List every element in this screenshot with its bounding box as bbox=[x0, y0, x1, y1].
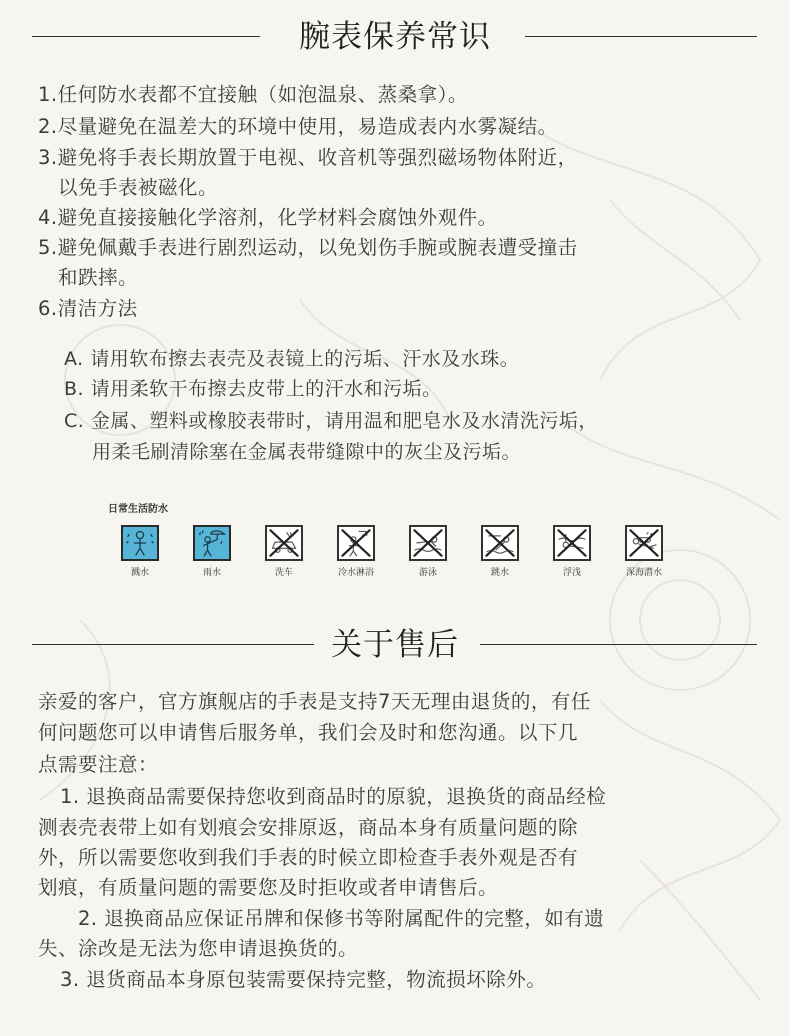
care-title: 腕表保养常识 bbox=[299, 19, 491, 55]
scuba-icon bbox=[625, 525, 663, 561]
waterproof-item-splash bbox=[110, 525, 170, 578]
waterproof-label: 深海潜水 bbox=[625, 568, 662, 578]
aftersales-line: 点需要注意： bbox=[38, 753, 159, 776]
waterproof-label: 溅水 bbox=[130, 568, 149, 578]
heading-rule-right bbox=[480, 644, 757, 645]
cleaning-line: C. 金属、塑料或橡胶表带时，请用温和肥皂水及水清洗污垢， bbox=[64, 410, 598, 432]
waterproof-item-diving bbox=[470, 525, 530, 578]
waterproof-caption: 日常生活防水 bbox=[108, 504, 168, 515]
car-wash-icon bbox=[265, 525, 303, 561]
care-line: 5.避免佩戴手表进行剧烈运动，以免划伤手腕或腕表遭受撞击 bbox=[38, 236, 578, 259]
shower-icon bbox=[337, 525, 375, 561]
aftersales-title: 关于售后 bbox=[331, 627, 459, 663]
waterproof-item-swimming bbox=[398, 525, 458, 578]
waterproof-item-car-wash bbox=[254, 525, 314, 578]
care-line: 4.避免直接接触化学溶剂，化学材料会腐蚀外观件。 bbox=[38, 206, 498, 229]
care-line: 和跌摔。 bbox=[58, 266, 139, 289]
waterproof-label: 跳水 bbox=[490, 568, 509, 578]
aftersales-line: 3. 退货商品本身原包装需要保持完整，物流损坏除外。 bbox=[60, 968, 547, 991]
swimming-icon bbox=[409, 525, 447, 561]
waterproof-label: 浮浅 bbox=[562, 568, 581, 578]
heading-rule-right bbox=[525, 36, 757, 37]
waterproof-item-shower bbox=[326, 525, 386, 578]
waterproof-label: 游泳 bbox=[418, 568, 437, 578]
snorkeling-icon bbox=[553, 525, 591, 561]
waterproof-icon-row bbox=[110, 525, 690, 587]
aftersales-line: 1. 退换商品需要保持您收到商品时的原貌，退换货的商品经检 bbox=[60, 785, 607, 808]
care-heading bbox=[0, 12, 790, 62]
care-line: 2.尽量避免在温差大的环境中使用，易造成表内水雾凝结。 bbox=[38, 115, 558, 138]
care-line: 1.任何防水表都不宜接触（如泡温泉、蒸桑拿）。 bbox=[38, 83, 468, 106]
aftersales-line: 划痕，有质量问题的需要您及时拒收或者申请售后。 bbox=[38, 876, 499, 899]
waterproof-item-scuba bbox=[614, 525, 674, 578]
care-line: 3.避免将手表长期放置于电视、收音机等强烈磁场物体附近， bbox=[38, 146, 578, 169]
splash-icon bbox=[121, 525, 159, 561]
waterproof-label: 冷水淋浴 bbox=[337, 568, 374, 578]
rain-icon bbox=[193, 525, 231, 561]
aftersales-line: 测表壳表带上如有划痕会安排原返，商品本身有质量问题的除 bbox=[38, 816, 579, 839]
aftersales-line: 亲爱的客户，官方旗舰店的手表是支持7天无理由退货的，有任 bbox=[38, 690, 591, 713]
cleaning-line: A. 请用软布擦去表壳及表镜上的污垢、汗水及水珠。 bbox=[64, 348, 520, 370]
care-line: 以免手表被磁化。 bbox=[58, 176, 219, 199]
waterproof-item-snorkeling bbox=[542, 525, 602, 578]
cleaning-line: 用柔毛刷清除塞在金属表带缝隙中的灰尘及污垢。 bbox=[92, 441, 522, 463]
care-line: 6.清洁方法 bbox=[38, 297, 138, 320]
aftersales-line: 失、涂改是无法为您申请退换货的。 bbox=[38, 937, 359, 960]
aftersales-line: 何问题您可以申请售后服务单，我们会及时和您沟通。以下几 bbox=[38, 721, 579, 744]
waterproof-label: 雨水 bbox=[202, 568, 221, 578]
aftersales-heading bbox=[0, 620, 790, 670]
cleaning-line: B. 请用柔软干布擦去皮带上的汗水和污垢。 bbox=[64, 378, 442, 400]
waterproof-label: 洗车 bbox=[274, 568, 293, 578]
aftersales-line: 2. 退换商品应保证吊牌和保修书等附属配件的完整，如有遗 bbox=[78, 907, 605, 930]
diving-icon bbox=[481, 525, 519, 561]
waterproof-item-rain bbox=[182, 525, 242, 578]
aftersales-line: 外，所以需要您收到我们手表的时候立即检查手表外观是否有 bbox=[38, 846, 579, 869]
